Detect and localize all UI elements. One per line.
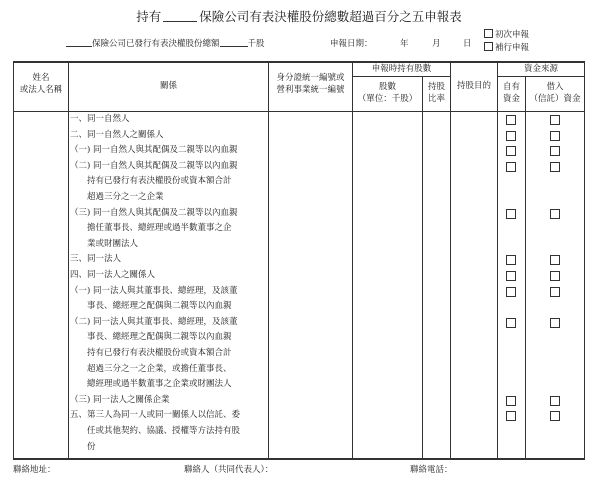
column-header-relation: 關係: [159, 81, 177, 91]
borrowed-fund-checkbox[interactable]: [550, 411, 560, 421]
supplement-report-label: 補行申報: [495, 43, 530, 53]
header-shares-line: 股數: [378, 82, 396, 92]
relation-row-text: 四、同一法人之關係人: [70, 270, 156, 280]
column-divider: [525, 76, 526, 459]
column-divider: [422, 76, 423, 459]
year-label: 年: [400, 39, 409, 49]
report-date-label: 申報日期：: [330, 39, 373, 49]
form-title: [0, 7, 598, 25]
table-bottom-border: [13, 458, 585, 460]
relation-row-text: 持有已發行有表決權股份或資本額合計: [70, 176, 232, 187]
supplement-report-option[interactable]: [484, 41, 529, 53]
relation-row-text: 事長、總經理之配偶與二親等以內血親: [70, 332, 232, 343]
column-divider: [497, 61, 498, 459]
header-name-line: 姓名: [32, 73, 50, 83]
table-right-border: [584, 61, 585, 459]
unit-label: 千股: [247, 39, 265, 49]
company-shares-line: [66, 37, 265, 49]
borrowed-fund-checkbox[interactable]: [550, 287, 560, 297]
supplement-report-checkbox[interactable]: [484, 42, 493, 51]
company-name-blank[interactable]: [66, 37, 92, 47]
relation-row-text: （二) 同一自然人與其配偶及二親等以內血親: [70, 160, 238, 171]
header-ratio-line: 比率: [427, 94, 445, 104]
holder-name-blank[interactable]: [163, 11, 197, 22]
relation-row-text: 事長、總經理之配偶與二親等以內血親: [70, 301, 232, 312]
relation-row-text: 超過三分之一之企業，或擔任董事長、: [70, 363, 232, 374]
fund-group-divider: [497, 76, 584, 77]
relation-row-text: 三、同一法人: [70, 254, 122, 265]
borrowed-fund-checkbox[interactable]: [550, 115, 560, 125]
column-group-fund: 資金來源: [523, 64, 558, 74]
borrowed-fund-checkbox[interactable]: [550, 255, 560, 265]
header-name-line: 或法人名稱: [19, 85, 63, 95]
own-fund-checkbox[interactable]: [506, 115, 516, 125]
own-fund-checkbox[interactable]: [506, 411, 516, 421]
relation-row-text: （三) 同一自然人與其配偶及二親等以內血親: [70, 207, 238, 218]
column-divider: [68, 61, 69, 459]
relation-row-text: 任或其他契約、協議、授權等方法持有股: [70, 426, 241, 436]
relation-row-text: 總經理或過半數董事之企業或財團法人: [70, 379, 232, 390]
own-fund-checkbox[interactable]: [506, 131, 516, 141]
borrowed-fund-checkbox[interactable]: [550, 318, 560, 328]
relation-row-text: （一) 同一自然人與其配偶及二親等以內血親: [70, 145, 238, 156]
column-header-ratio: [423, 81, 450, 105]
table-left-border: [13, 61, 14, 459]
column-header-shares: [353, 81, 422, 105]
header-own-line: 資金: [502, 94, 520, 104]
column-divider: [450, 61, 451, 459]
column-header-name: [14, 72, 68, 96]
column-divider: [268, 61, 269, 459]
first-report-option[interactable]: [484, 28, 529, 40]
own-fund-checkbox[interactable]: [506, 255, 516, 265]
month-label: 月: [432, 39, 441, 49]
total-shares-blank[interactable]: [220, 37, 248, 47]
title-suffix: 保險公司有表決權股份總數超過百分之五申報表: [199, 9, 462, 24]
first-report-label: 初次申報: [495, 30, 530, 40]
column-header-borrowed-fund: [526, 81, 584, 105]
day-label: 日: [463, 39, 472, 49]
relation-row-text: 五、第三人為同一人或同一關係人以信託、委: [70, 410, 241, 421]
borrowed-fund-checkbox[interactable]: [550, 396, 560, 406]
borrowed-fund-checkbox[interactable]: [550, 146, 560, 156]
own-fund-checkbox[interactable]: [506, 146, 516, 156]
relation-row-text: （三) 同一法人之關係企業: [70, 394, 170, 405]
title-prefix: 持有: [136, 9, 162, 24]
header-shares-line: （單位：千股）: [357, 94, 418, 104]
borrowed-fund-checkbox[interactable]: [550, 271, 560, 281]
column-group-holding: 申報時持有股數: [371, 64, 432, 74]
borrowed-fund-checkbox[interactable]: [550, 131, 560, 141]
relation-row-text: 一、同一自然人: [70, 114, 130, 124]
column-header-own-fund: [498, 81, 525, 105]
borrowed-fund-checkbox[interactable]: [550, 162, 560, 172]
contact-person-label: 聯絡人（共同代表人）：: [184, 465, 274, 475]
own-fund-checkbox[interactable]: [506, 287, 516, 297]
own-fund-checkbox[interactable]: [506, 396, 516, 406]
column-divider: [352, 61, 353, 459]
relation-row-text: （二) 同一法人與其董事長、總經理，及該董: [70, 316, 238, 327]
relation-row-text: 二、同一自然人之關係人: [70, 129, 164, 140]
column-header-purpose: 持股目的: [456, 81, 491, 91]
relation-row-text: （一) 同一法人與其董事長、總經理，及該董: [70, 285, 238, 296]
contact-address-label: 聯絡地址：: [13, 465, 56, 475]
own-fund-checkbox[interactable]: [506, 162, 516, 172]
own-fund-checkbox[interactable]: [506, 209, 516, 219]
holding-group-divider: [352, 76, 450, 77]
contact-phone-label: 聯絡電話：: [410, 465, 453, 475]
relation-row-text: 業或財團法人: [70, 238, 139, 249]
header-id-line: 身分證統一編號或: [276, 73, 345, 83]
first-report-checkbox[interactable]: [484, 29, 493, 38]
header-ratio-line: 持股: [427, 82, 445, 92]
header-own-line: 自有: [502, 82, 520, 92]
company-shares-label: 保險公司已發行有表決權股份總額: [92, 39, 220, 49]
relation-row-text: 份: [70, 441, 96, 452]
relation-row-text: 持有已發行有表決權股份或資本額合計: [70, 348, 232, 358]
header-id-line: 營利事業統一編號: [276, 85, 345, 95]
relation-row-text: 擔任董事長、總經理或過半數董事之企: [70, 223, 232, 234]
relation-row-text: 超過三分之一之企業: [70, 192, 164, 202]
header-borrowed-line: （信託）資金: [529, 94, 581, 104]
header-bottom-border: [13, 111, 585, 112]
column-header-id: [269, 72, 352, 96]
own-fund-checkbox[interactable]: [506, 318, 516, 328]
borrowed-fund-checkbox[interactable]: [550, 209, 560, 219]
own-fund-checkbox[interactable]: [506, 271, 516, 281]
header-borrowed-line: 借入: [546, 82, 564, 92]
